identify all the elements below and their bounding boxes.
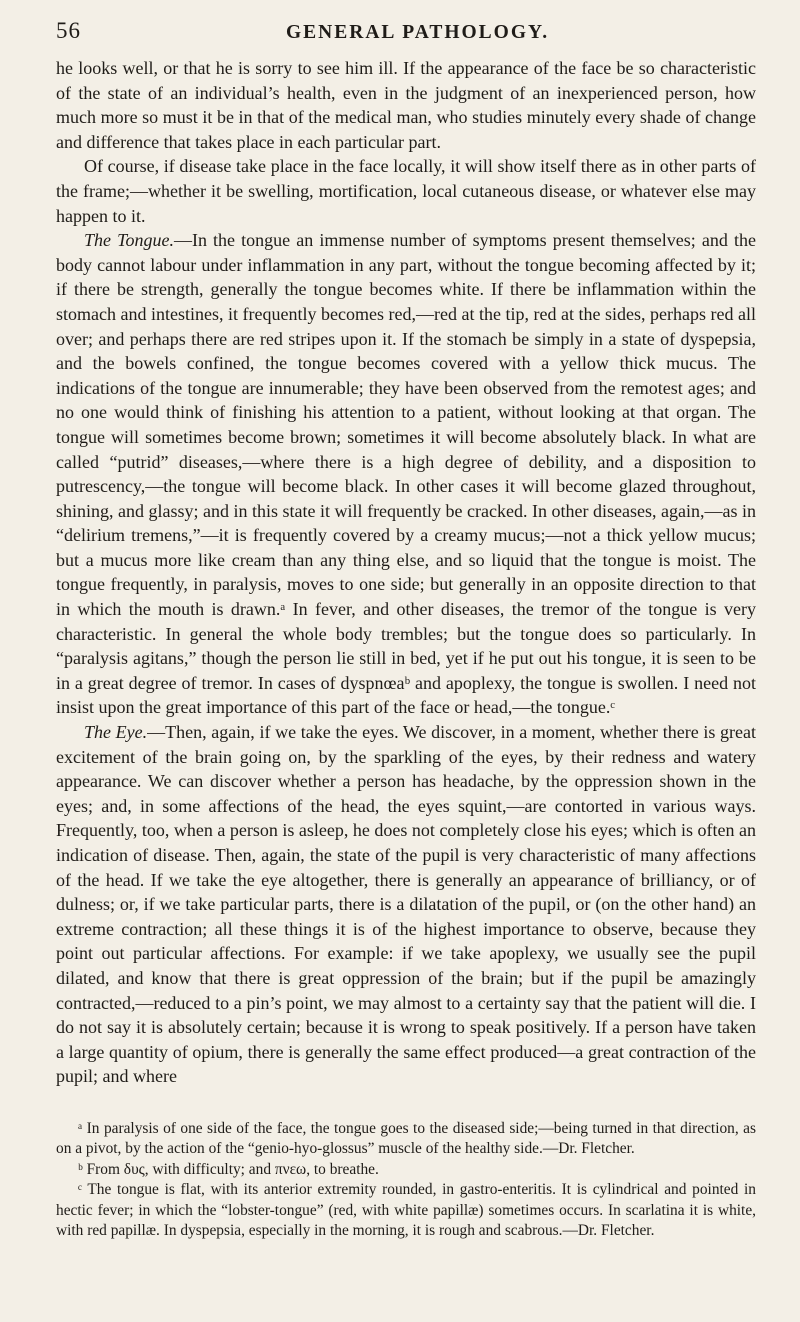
paragraph-tongue-text: —In the tongue an immense number of symptoms present themselves; and the body cannot labour under inflammation in any part, without the tongue becoming affected by it; if there be strength, generally the tongue becomes white. If there be inflammation within the stomach and intestines, it frequently becomes red,—red at the tip, red at the sides, perhaps red all over; and perhaps there are red stripes upon it. If the stomach be simply in a state of dyspepsia, and the bowels confined, the tongue becomes covered with a yellow thick mucus. The indications of the tongue are innumerable; they have been observed from the remotest ages; and no one would think of finishing his attention to a patient, without looking at that organ. The tongue will sometimes become brown; sometimes it will become absolutely black. In what are called “putrid” diseases,—where there is a high degree of debility, and a disposition to putrescency,—the tongue will become black. In other cases it will become glazed throughout, shining, and glassy; and in this state it will frequently be cracked. In other diseases, again,—as in “delirium tremens,”—it is frequently covered by a creamy mucus;—not a thick yellow mucus; but a mucus more like cream than any thing else, and so liquid that the tongue is moist. The tongue frequently, in paralysis, moves to one side; but generally in an opposite direction to that in which the mouth is drawn.ᵃ In fever, and other diseases, the tremor of the tongue is very characteristic. In general the whole body trembles; but the tongue does so particularly. In “paralysis agitans,” though the person lie still in bed, yet if he put out his tongue, it is seen to be in a great degree of tremor. In cases of dyspnœaᵇ and apoplexy, the tongue is swollen. I need not insist upon the great importance of this part of the face or head,—the tongue.ᶜ (56, 230, 756, 718)
page-number: 56 (56, 18, 81, 43)
footnote-a: ᵃ In paralysis of one side of the face, the tongue goes to the diseased side;—being turned in that direction, as on a pivot, by the action of the “genio-hyo-glossus” muscle of the healthy side.—Dr. Fletcher. (56, 1119, 756, 1158)
running-title: GENERAL PATHOLOGY. (286, 22, 550, 43)
section-heading-tongue: The Tongue. (84, 230, 174, 251)
section-heading-eye: The Eye. (84, 722, 148, 743)
footnote-b: ᵇ From δυς, with difficulty; and πνεω, to breathe. (78, 1160, 379, 1178)
paragraph-1: he looks well, or that he is sorry to see him ill. If the appearance of the face be so characteristic of the state of an individual’s health, even in the judgment of an inexperienced person, how much more so must it be in that of the medical man, who studies minutely every shade of change and difference that takes place in each particular part. (56, 58, 756, 152)
body-text (56, 56, 756, 1089)
footnote-c: ᶜ The tongue is flat, with its anterior extremity rounded, in gastro-enteritis. It is cylindrical and pointed in hectic fever; in which the “lobster-tongue” (red, with white papillæ) sometimes occurs. In scarlatina it is white, with red papillæ. In dyspepsia, especially in the morning, it is rough and scabrous.—Dr. Fletcher. (56, 1181, 756, 1239)
paragraph-tongue (56, 228, 756, 720)
paragraph-2: Of course, if disease take place in the face locally, it will show itself there as in other parts of the frame;—whether it be swelling, mortification, local cutaneous disease, or whatever else may happen to it. (56, 156, 756, 226)
running-head (56, 18, 756, 52)
paragraph-eye (56, 720, 756, 1089)
paragraph-eye-text: —Then, again, if we take the eyes. We discover, in a moment, whether there is great excitement of the brain going on, by the sparkling of the eyes, by their redness and watery appearance. We can discover whether a person has headache, by the oppression shown in the eyes; and, in some affections of the head, the eyes squint,—are contorted in various ways. Frequently, too, when a person is asleep, he does not completely close his eyes; which is often an indication of disease. Then, again, the state of the pupil is very characteristic of many affections of the head. If we take the eye altogether, there is generally an appearance of brilliancy, or of dulness; or, if we take particular parts, there is a dilatation of the pupil, or (on the other hand) an extreme contraction; all these things it is of the highest importance to observe, because they point out particular affections. For example: if we take apoplexy, we usually see the pupil dilated, and know that there is great oppression of the brain; but if the pupil be amazingly contracted,—reduced to a pin’s point, we may almost to a certainty say that the patient will die. I do not say it is absolutely certain; because it is wrong to speak positively. If a person have taken a large quantity of opium, there is generally the same effect produced—a great contraction of the pupil; and where (56, 722, 756, 1087)
footnotes (56, 1119, 756, 1241)
